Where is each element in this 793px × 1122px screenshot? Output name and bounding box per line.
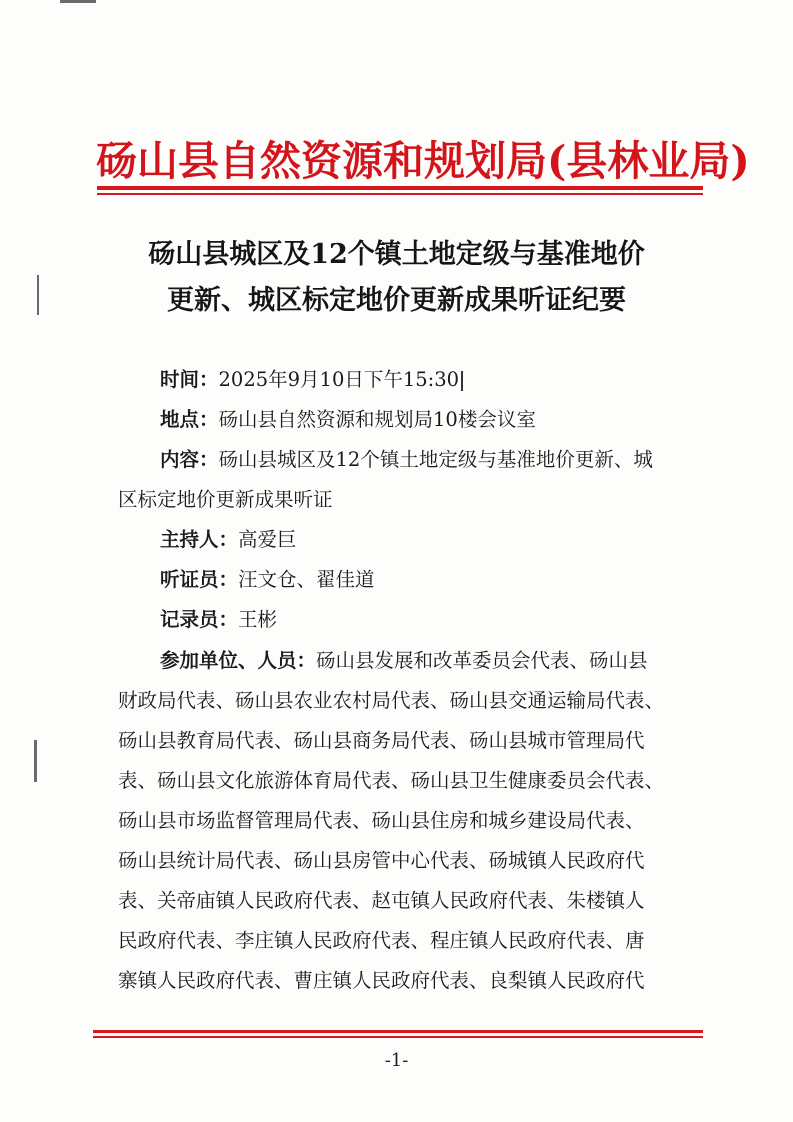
scan-mark-left-1: [37, 275, 39, 315]
content-row-continued: 区标定地价更新成果听证: [118, 488, 333, 511]
place-row: [160, 404, 536, 432]
hearers-value: 汪文仓、翟佳道: [238, 568, 375, 591]
hearers-row: [160, 564, 375, 592]
participants-line: 表、关帝庙镇人民政府代表、赵屯镇人民政府代表、朱楼镇人: [118, 889, 645, 912]
host-value: 高爱巨: [238, 528, 297, 551]
participants-line: 寨镇人民政府代表、曹庄镇人民政府代表、良梨镇人民政府代: [118, 969, 645, 992]
time-label: 时间：: [160, 368, 219, 391]
recorder-row: [160, 604, 277, 632]
recorder-value: 王彬: [238, 608, 278, 631]
document-title-line-2: 更新、城区标定地价更新成果听证纪要: [167, 285, 626, 316]
host-label: 主持人：: [160, 528, 239, 551]
time-row: [160, 364, 463, 392]
participants-line: 砀山县市场监督管理局代表、砀山县住房和城乡建设局代表、: [118, 809, 645, 832]
participants-value: 砀山县发展和改革委员会代表、砀山县: [316, 649, 648, 672]
place-label: 地点：: [160, 408, 219, 431]
participants-line: 财政局代表、砀山县农业农村局代表、砀山县交通运输局代表、: [118, 689, 665, 712]
scan-mark-top: [60, 0, 96, 3]
document-title-line-1: 砀山县城区及12个镇土地定级与基准地价: [148, 239, 645, 270]
participants-row: [160, 645, 648, 673]
issuer-heading: 砀山县自然资源和规划局(县林业局): [96, 137, 750, 185]
time-value: 2025年9月10日下午15:30: [218, 368, 460, 391]
page-number: -1-: [384, 1050, 409, 1071]
header-rule-thick: [97, 186, 703, 190]
content-label: 内容：: [160, 448, 219, 471]
content-row: [160, 444, 653, 472]
footer-rule-thin: [93, 1036, 703, 1038]
participants-line: 民政府代表、李庄镇人民政府代表、程庄镇人民政府代表、唐: [118, 929, 645, 952]
content-value: 砀山县城区及12个镇土地定级与基准地价更新、城: [218, 448, 653, 471]
hearers-label: 听证员：: [160, 568, 239, 591]
text-cursor: [461, 371, 463, 391]
scan-mark-left-2: [34, 740, 37, 782]
header-rule-thin: [97, 193, 703, 195]
host-row: [160, 524, 297, 552]
footer-rule-thick: [93, 1030, 703, 1033]
participants-line: 表、砀山县文化旅游体育局代表、砀山县卫生健康委员会代表、: [118, 769, 665, 792]
place-value: 砀山县自然资源和规划局10楼会议室: [218, 408, 536, 431]
recorder-label: 记录员：: [160, 608, 239, 631]
participants-line: 砀山县教育局代表、砀山县商务局代表、砀山县城市管理局代: [118, 729, 645, 752]
participants-label: 参加单位、人员：: [160, 649, 317, 672]
participants-line: 砀山县统计局代表、砀山县房管中心代表、砀城镇人民政府代: [118, 849, 645, 872]
